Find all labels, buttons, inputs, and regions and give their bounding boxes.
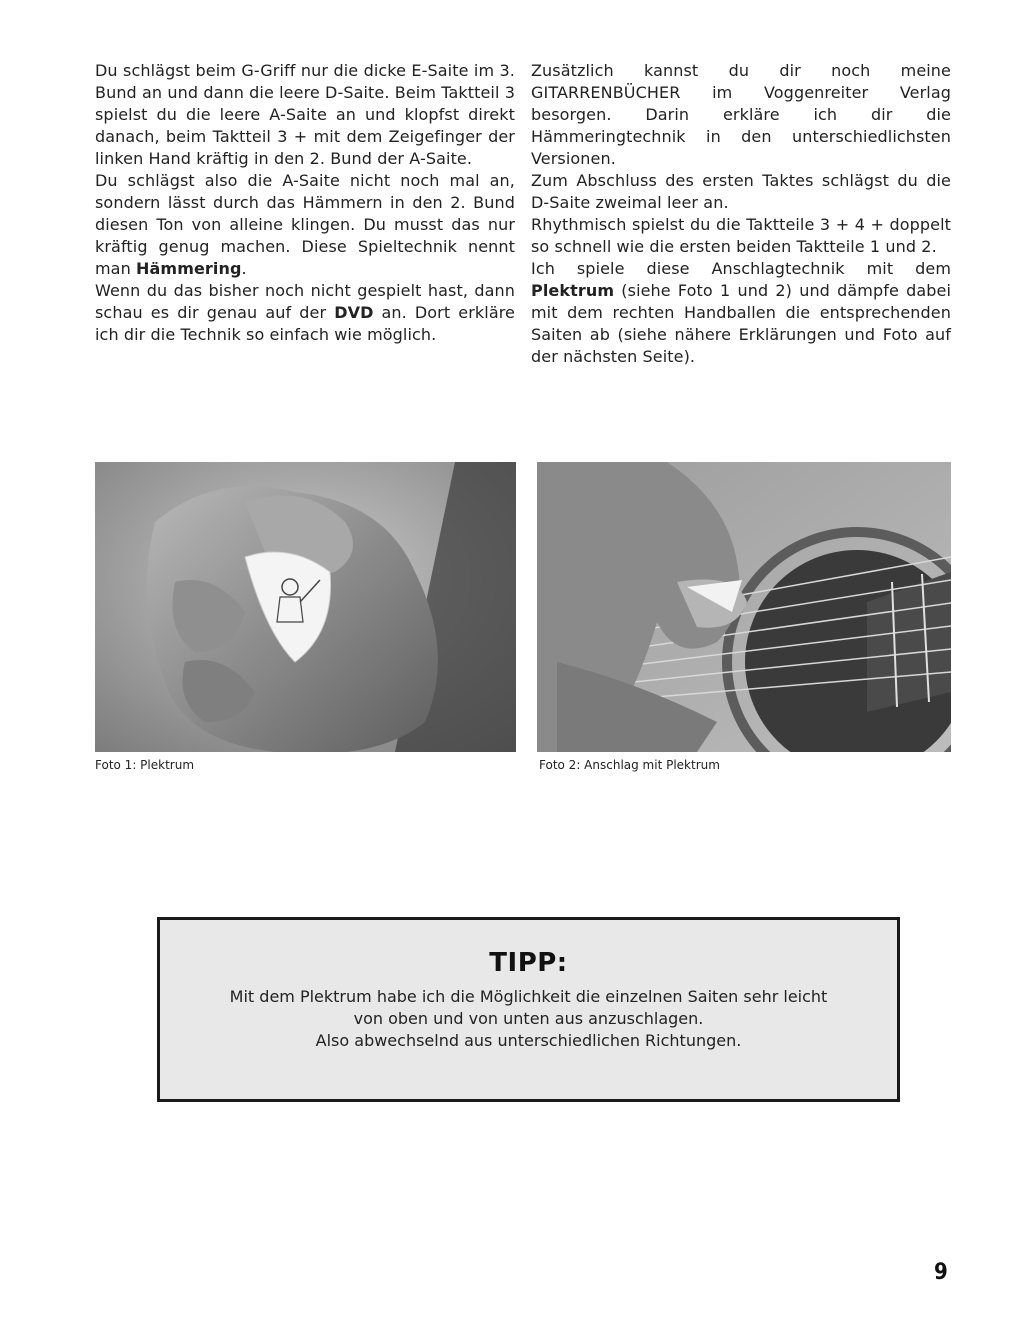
- page-number: 9: [934, 1260, 948, 1285]
- left-text-column: [95, 60, 515, 346]
- photo-plektrum: [95, 462, 516, 752]
- right-paragraph-3: Rhythmisch spielst du die Taktteile 3 + 4 + doppelt so schnell wie die ersten beiden Taktteile 1 und 2.: [531, 215, 951, 256]
- caption-foto-2: Foto 2: Anschlag mit Plektrum: [539, 758, 720, 772]
- left-paragraph-2: [95, 170, 515, 280]
- term-plektrum: Plektrum: [531, 281, 615, 300]
- text-span: Wenn du das bisher noch nicht gespielt hast, dann schau es dir genau auf der: [95, 281, 515, 322]
- text-span: (siehe Foto 1 und 2) und dämpfe dabei mit dem rechten Handballen die entsprechenden Saiten ab (siehe nähere Erklärungen und Foto auf der nächsten Seite).: [531, 281, 951, 366]
- text-span: Du schlägst also die A-Saite nicht noch mal an, sondern lässt durch das Hämmern in den 2. Bund diesen Ton von alleine klingen. Du musst das nur kräftig genug machen. Diese Spieltechnik nennt man: [95, 171, 515, 278]
- tipp-body: [160, 986, 897, 1052]
- right-paragraph-1: Zusätzlich kannst du dir noch meine GITARRENBÜCHER im Voggenreiter Verlag besorgen. Darin erkläre ich dir die Hämmeringtechnik in den unterschiedlichsten Versionen.: [531, 61, 951, 168]
- left-paragraph-1: Du schlägst beim G-Griff nur die dicke E-Saite im 3. Bund an und dann die leere D-Saite. Beim Taktteil 3 spielst du die leere A-Saite an und klopfst direkt danach, beim Taktteil 3 + mit dem Zeigefinger der linken Hand kräftig in den 2. Bund der A-Saite.: [95, 61, 515, 168]
- text-span: an. Dort erkläre ich dir die Technik so einfach wie möglich.: [95, 303, 515, 344]
- right-paragraph-2: Zum Abschluss des ersten Taktes schlägst du die D-Saite zweimal leer an.: [531, 171, 951, 212]
- photo-plektrum-image: [95, 462, 516, 752]
- photo-anschlag: [537, 462, 951, 752]
- term-dvd: DVD: [334, 303, 374, 322]
- photo-anschlag-image: [537, 462, 951, 752]
- text-span: Ich spiele diese Anschlagtechnik mit dem: [531, 259, 951, 278]
- caption-foto-1: Foto 1: Plektrum: [95, 758, 195, 772]
- tipp-line-2: von oben und von unten aus anzuschlagen.: [353, 1009, 704, 1028]
- tipp-box: [157, 917, 900, 1102]
- text-span: .: [241, 259, 247, 278]
- tipp-line-1: Mit dem Plektrum habe ich die Möglichkeit die einzelnen Saiten sehr leicht: [229, 987, 828, 1006]
- term-haemmering: Hämmering: [136, 259, 242, 278]
- left-paragraph-3: [95, 280, 515, 346]
- tipp-line-3: Also abwechselnd aus unterschiedlichen Richtungen.: [315, 1031, 742, 1050]
- tipp-title: TIPP:: [489, 948, 568, 978]
- right-paragraph-4: [531, 258, 951, 368]
- right-text-column: [531, 60, 951, 368]
